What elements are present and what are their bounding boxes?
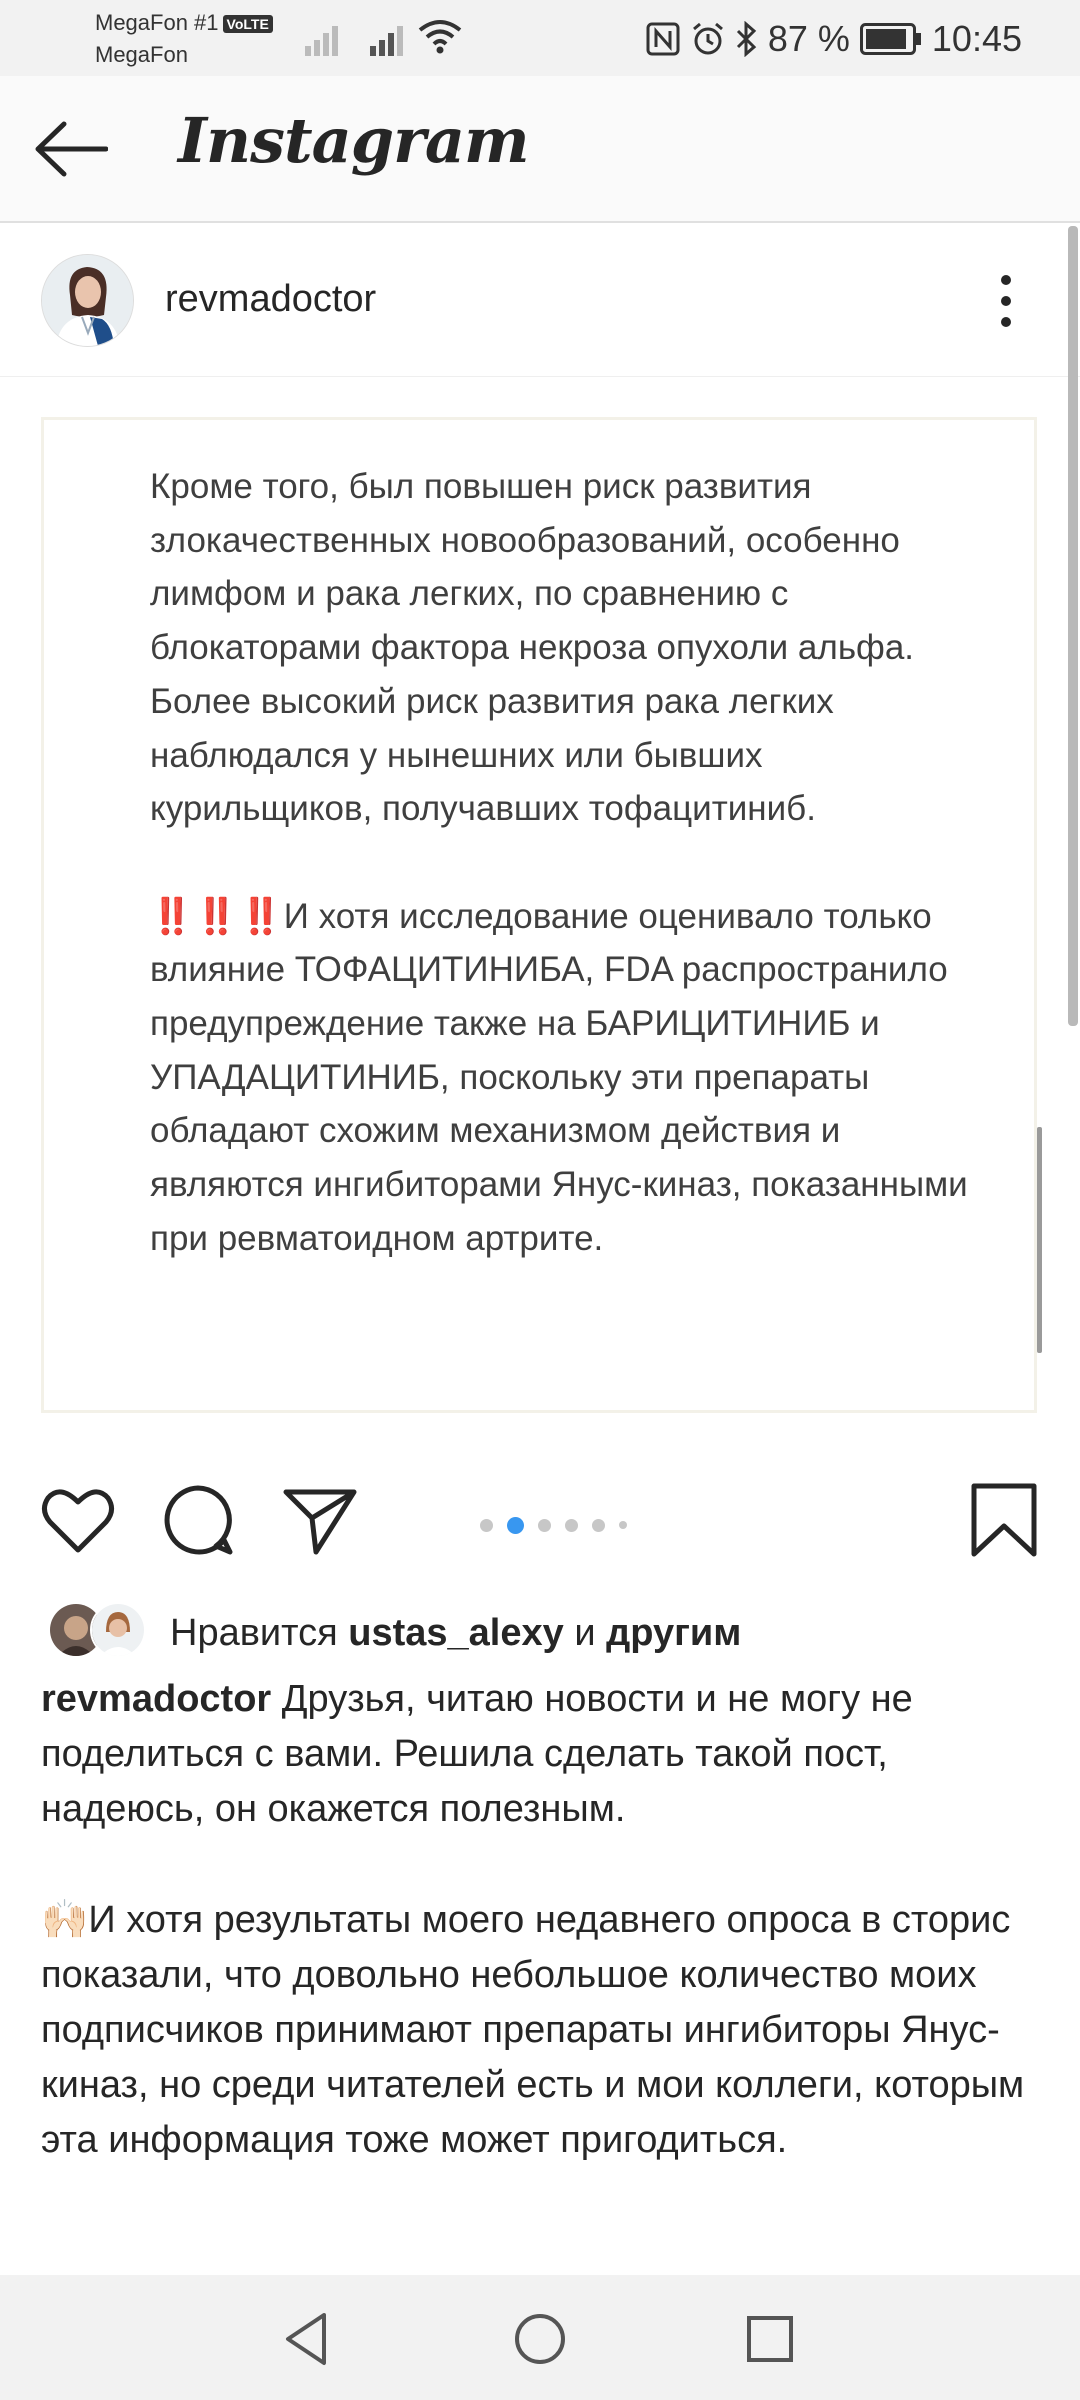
- avatar[interactable]: [41, 254, 134, 347]
- battery-percent: 87 %: [767, 18, 850, 59]
- carousel-dot: [538, 1519, 551, 1532]
- slide-scrollbar: [1037, 1127, 1042, 1353]
- carousel-dot: [480, 1519, 493, 1532]
- post-image[interactable]: [0, 377, 1080, 1430]
- carousel-dot: [619, 1521, 627, 1529]
- caption-username[interactable]: revmadoctor: [41, 1678, 272, 1720]
- post-username[interactable]: revmadoctor: [165, 278, 377, 320]
- signal-icon-sim1: [305, 20, 345, 56]
- share-send-icon[interactable]: [280, 1480, 360, 1560]
- slide-text: [150, 460, 990, 1266]
- carousel-dot-active: [507, 1517, 524, 1534]
- volte-badge: VoLTE: [223, 15, 273, 33]
- nfc-icon: [646, 22, 680, 56]
- wifi-icon: [418, 18, 462, 56]
- system-nav-bar: [0, 2275, 1080, 2400]
- like-heart-icon[interactable]: [38, 1480, 118, 1560]
- status-icons: [646, 20, 1022, 58]
- raised-hands-emoji: 🙌🏻: [41, 1898, 89, 1941]
- avatar-image: [42, 255, 133, 346]
- bluetooth-icon: [734, 21, 758, 57]
- battery-icon: [860, 23, 922, 55]
- status-bar: [0, 0, 1080, 76]
- signal-icon-sim2: [370, 20, 410, 56]
- caption: [41, 1672, 1041, 2169]
- slide-frame: [41, 417, 1037, 1413]
- carrier-secondary: MegaFon: [95, 42, 188, 67]
- instagram-logo: Instagram: [178, 104, 529, 177]
- likes-text: Нравится ustas_alexy и другим: [170, 1612, 742, 1654]
- likes-row[interactable]: [0, 1590, 1080, 1670]
- comment-icon[interactable]: [158, 1480, 238, 1560]
- clock: 10:45: [931, 18, 1022, 59]
- nav-recents-icon[interactable]: [738, 2307, 802, 2371]
- post-header: [0, 223, 1080, 377]
- slide-paragraph-2: ‼️‼️‼️И хотя исследование оценивало только влияние ТОФАЦИТИНИБА, FDA распространило предупреждение также на БАРИЦИТИНИБ и УПАДАЦИТИНИБ, поскольку эти препараты обладают схожим механизмом действия и являются ингибиторами Янус-киназ, показанными при ревматоидном артрите.: [150, 896, 968, 1258]
- app-header: [0, 76, 1080, 223]
- page-scrollbar[interactable]: [1068, 226, 1078, 1026]
- nav-home-icon[interactable]: [508, 2307, 572, 2371]
- liker-avatar-image: [92, 1604, 144, 1656]
- carousel-indicator: [480, 1517, 641, 1533]
- back-arrow-icon[interactable]: [34, 120, 108, 178]
- more-options-icon[interactable]: [995, 273, 1019, 329]
- post-actions: [0, 1440, 1080, 1575]
- save-bookmark-icon[interactable]: [964, 1480, 1044, 1560]
- carousel-dot: [565, 1519, 578, 1532]
- carrier-primary: MegaFon #1 VoLTE: [95, 10, 273, 36]
- slide-paragraph-1: Кроме того, был повышен риск развития злокачественных новообразований, особенно лимфом и рака легких, по сравнению с блокаторами фактора некроза опухоли альфа. Более высокий риск развития рака легких наблюдался у нынешних или бывших курильщиков, получавших тофацитиниб.: [150, 467, 915, 829]
- likes-others-link[interactable]: другим: [606, 1612, 742, 1654]
- caption-paragraph-1: revmadoctor Друзья, читаю новости и не могу не поделиться с вами. Решила сделать такой пост, надеюсь, он окажется полезным.: [41, 1678, 913, 1831]
- liker-username[interactable]: ustas_alexy: [348, 1612, 564, 1654]
- alarm-icon: [690, 21, 726, 57]
- warning-emoji: ‼️‼️‼️: [150, 896, 284, 936]
- carousel-dot: [592, 1519, 605, 1532]
- nav-back-icon[interactable]: [276, 2307, 340, 2371]
- liker-avatar: [90, 1602, 146, 1658]
- caption-paragraph-2: 🙌🏻И хотя результаты моего недавнего опроса в сторис показали, что довольно небольшое количество моих подписчиков принимают препараты ингибиторы Янус-киназ, но среди читателей есть и мои коллеги, которым эта информация тоже может пригодиться.: [41, 1898, 1025, 2162]
